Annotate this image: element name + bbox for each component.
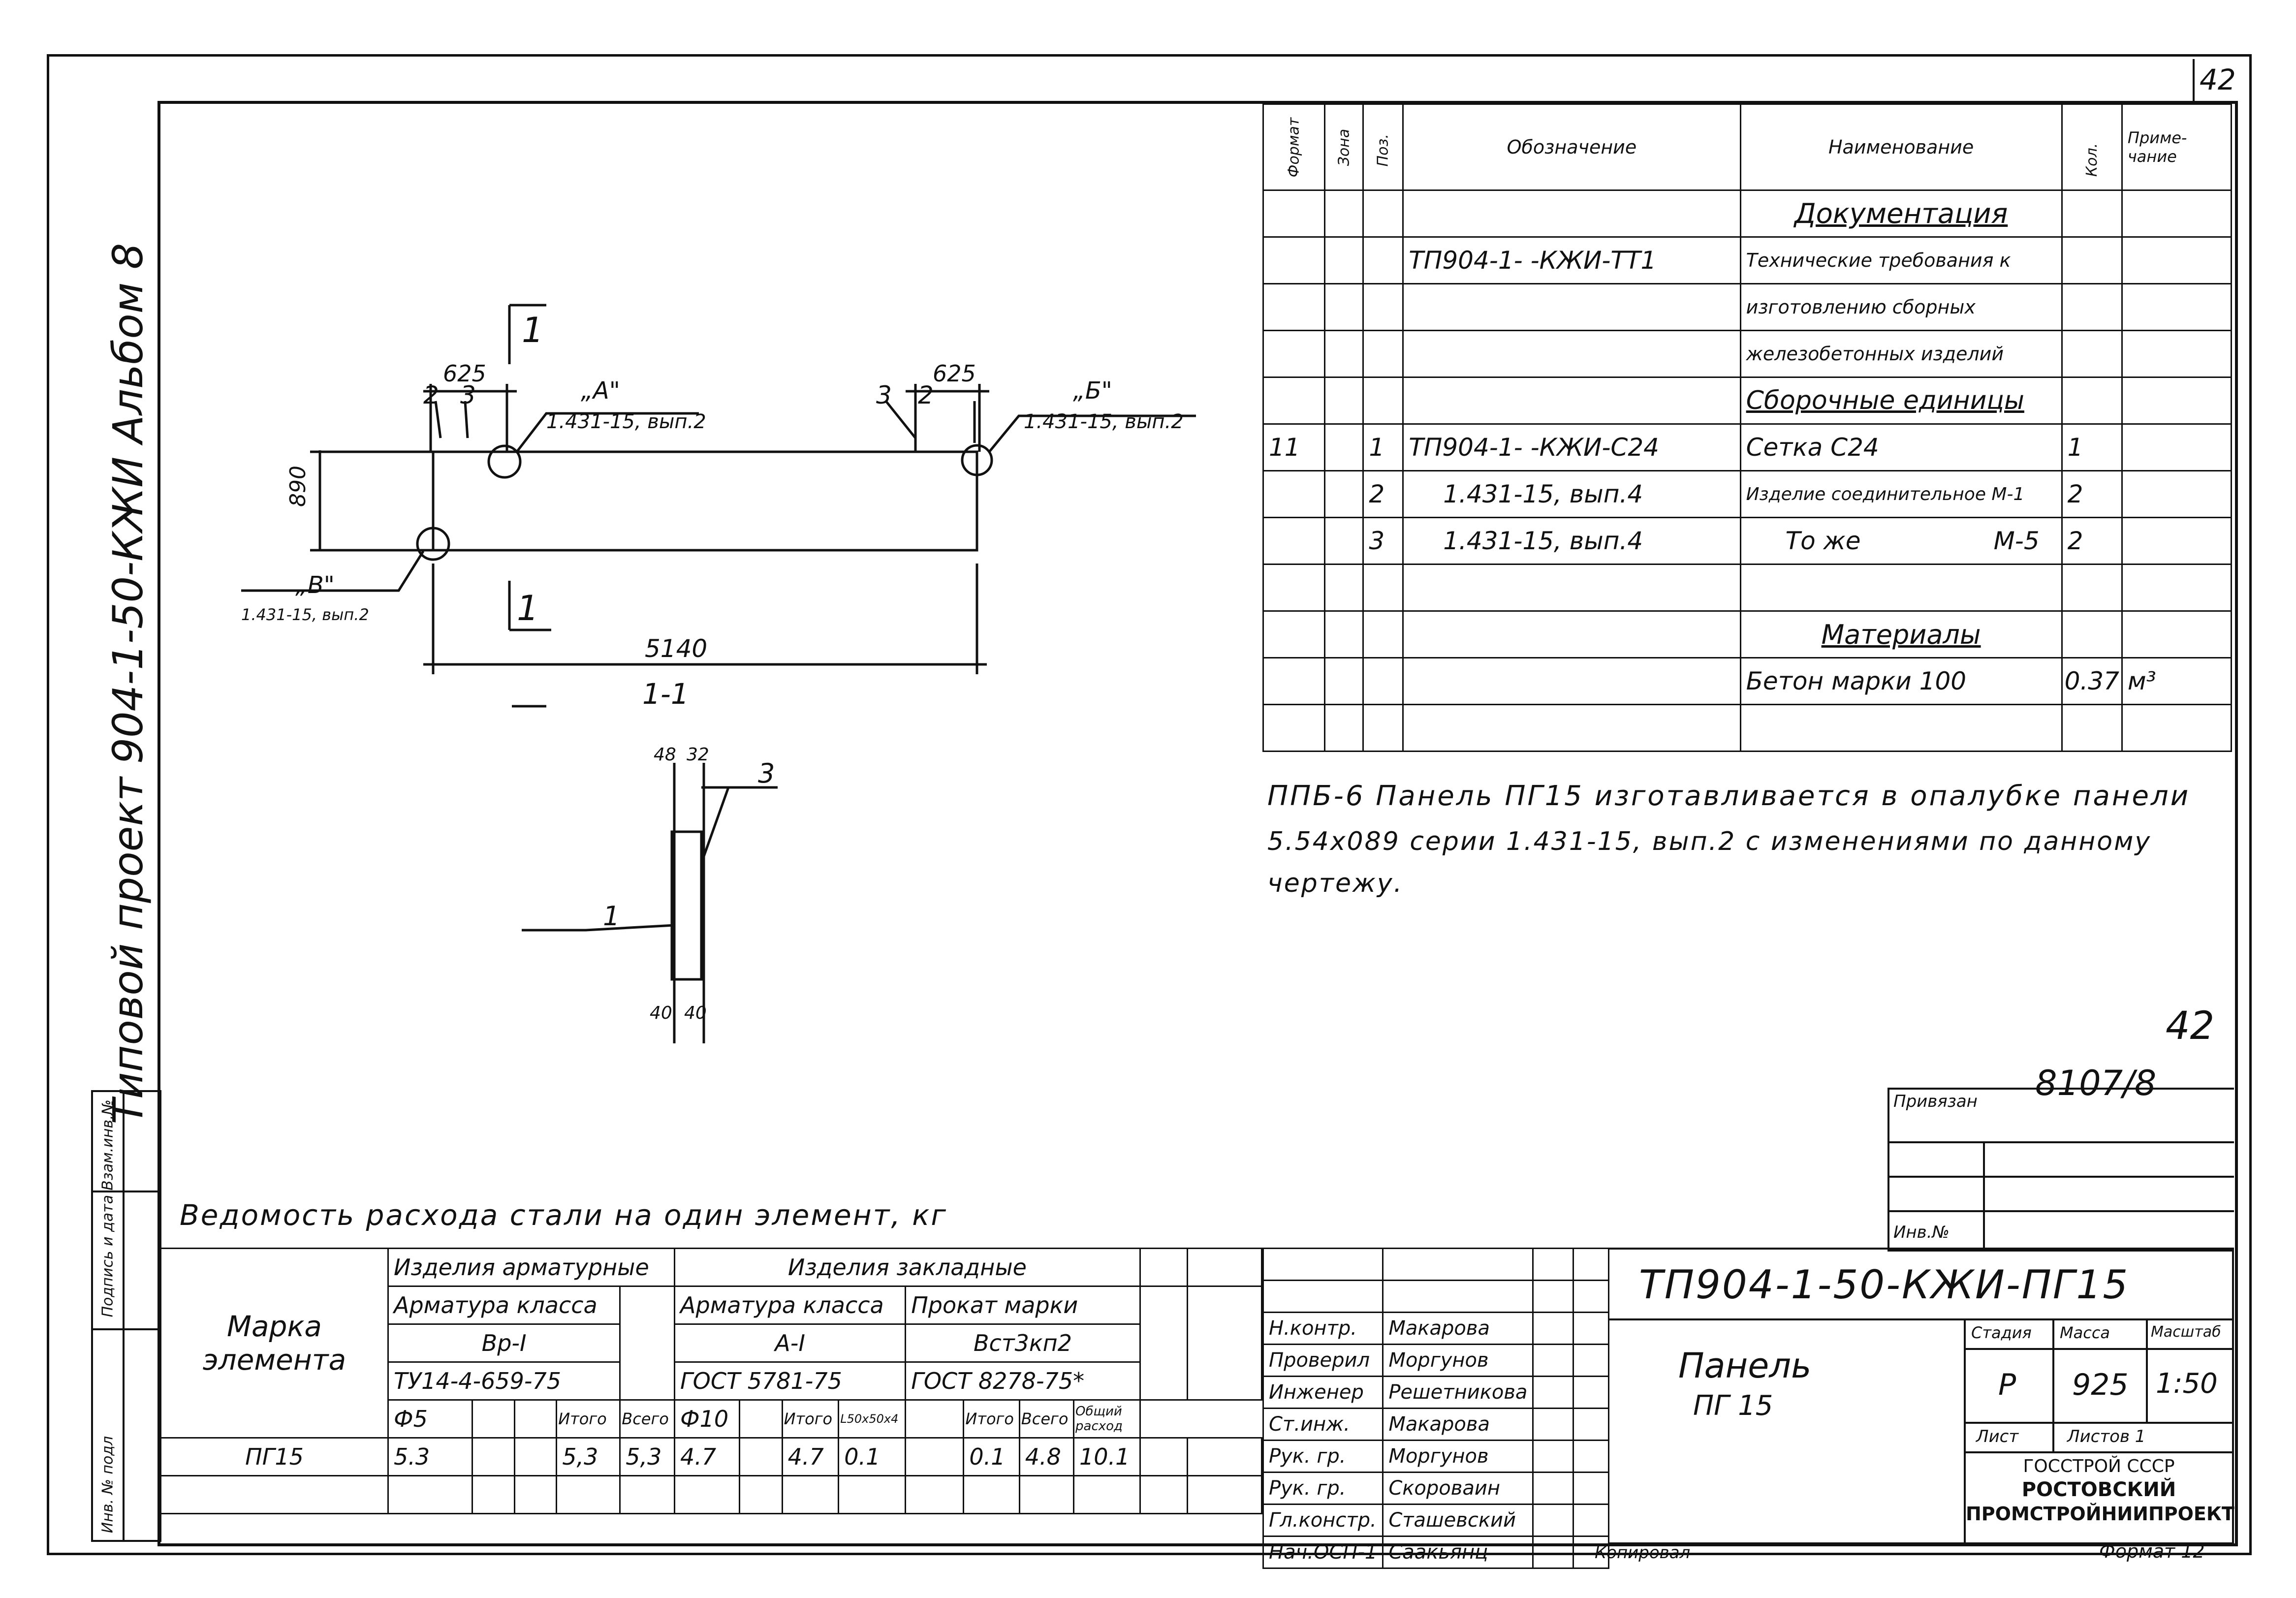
person-name: Решетникова <box>1383 1377 1533 1409</box>
spec-name: железобетонных изделий <box>1740 331 2062 377</box>
col-all2: Всего <box>1019 1400 1073 1438</box>
org-line-1: ГОССТРОЙ СССР <box>2023 1456 2175 1476</box>
std-1: ТУ14-4-659-75 <box>388 1362 620 1400</box>
spec-name: Технические требования к <box>1740 237 2062 284</box>
col-general: Общий расход <box>1074 1400 1140 1438</box>
spec-row <box>1263 237 2232 284</box>
spec-code: ТП904-1- -КЖИ-С24 <box>1403 424 1740 471</box>
stamp-sign-label: Подпись и дата <box>99 1195 117 1317</box>
spec-row: 2 1.431-15, вып.4 Изделие соединительное М-1 2 <box>1263 471 2232 518</box>
callout-b-ref: 1.431-15, вып.2 <box>1024 410 1184 433</box>
side-stamp <box>91 1090 161 1542</box>
hdr-name: Наименование <box>1740 104 2062 190</box>
group-embedded: Изделия закладные <box>675 1249 1140 1286</box>
scale-label: Масштаб <box>2151 1323 2221 1341</box>
col-total1: Итого <box>557 1400 620 1438</box>
sheets-label: Листов 1 <box>2067 1427 2146 1446</box>
steel-table <box>160 1248 1262 1514</box>
sec-dim-bot-1: 40 <box>650 1003 672 1023</box>
person-name: Саакьянц <box>1383 1536 1533 1568</box>
stage-value: Р <box>1998 1368 2016 1402</box>
person-name: Макарова <box>1383 1409 1533 1441</box>
col-total3: Итого <box>964 1400 1019 1438</box>
section-mark-bottom: 1 <box>517 588 539 628</box>
role: Ст.инж. <box>1263 1409 1383 1441</box>
scale-value: 1:50 <box>2156 1368 2218 1400</box>
pos-3-left: 3 <box>460 381 476 409</box>
product-name: Панель <box>1678 1346 1812 1386</box>
spec-row: 11 1 ТП904-1- -КЖИ-С24 Сетка С24 1 <box>1263 424 2232 471</box>
note-line-1: ППБ-6 Панель ПГ15 изготавливается в опалубке панели <box>1267 780 2191 812</box>
person-name: Макарова <box>1383 1313 1533 1345</box>
spec-row: 3 1.431-15, вып.4 То же М-5 2 <box>1263 518 2232 564</box>
hdr-note: Приме-чание <box>2122 104 2231 190</box>
role: Проверил <box>1263 1345 1383 1377</box>
spec-name: То же М-5 <box>1740 518 2062 564</box>
dim-5140: 5140 <box>645 634 708 663</box>
org-line-3: ПРОМСТРОЙНИИПРОЕКТ <box>1966 1503 2234 1525</box>
class-label-2: Арматура класса <box>675 1286 906 1324</box>
pos-2-left: 2 <box>423 381 439 409</box>
rolled-grade: Вст3кп2 <box>906 1324 1140 1362</box>
spec-row <box>1263 284 2232 331</box>
class-label-1: Арматура класса <box>388 1286 620 1324</box>
spec-name: Изделие соединительное М-1 <box>1740 471 2062 518</box>
doc-code: ТП904-1-50-КЖИ-ПГ15 <box>1639 1262 2130 1308</box>
spec-name: Сетка С24 <box>1740 424 2062 471</box>
hdr-pos: Поз. <box>1363 104 1403 190</box>
section-mark-top: 1 <box>522 310 544 350</box>
person-name: Сташевский <box>1383 1504 1533 1536</box>
section-units: Сборочные единицы <box>1740 377 2062 424</box>
title-block <box>1609 1248 2234 1544</box>
hdr-qty: Кол. <box>2062 104 2122 190</box>
inv-label: Инв.№ <box>1893 1222 1950 1242</box>
role: Рук. гр. <box>1263 1441 1383 1473</box>
pos-3-right: 3 <box>876 381 892 409</box>
sheet-number: 42 <box>2200 63 2236 96</box>
col-prof: L50х50х4 <box>839 1400 906 1438</box>
hdr-zone: Зона <box>1324 104 1363 190</box>
mass-label: Масса <box>2060 1323 2110 1342</box>
spec-code: ТП904-1- -КЖИ-ТТ1 <box>1403 237 1740 284</box>
spec-note: м³ <box>2122 658 2231 705</box>
sec-dim-top-2: 32 <box>687 745 709 765</box>
org-line-2: РОСТОВСКИЙ <box>2021 1478 2176 1501</box>
callout-v-title: „В" <box>295 571 335 599</box>
col-d5: Ф5 <box>388 1400 472 1438</box>
mark-label: Марка элемента <box>161 1249 388 1438</box>
format-label: Формат 12 <box>2099 1540 2205 1562</box>
sec-pos-3: 3 <box>758 758 775 789</box>
steel-title: Ведомость расхода стали на один элемент, кг <box>180 1198 947 1232</box>
rolled-label: Прокат марки <box>906 1286 1140 1324</box>
callout-a-title: „А" <box>581 377 620 405</box>
sec-pos-1: 1 <box>603 901 620 932</box>
std-2: ГОСТ 5781-75 <box>675 1362 906 1400</box>
callout-v-ref: 1.431-15, вып.2 <box>241 605 369 624</box>
spec-row <box>1263 331 2232 377</box>
spec-code: 1.431-15, вып.4 <box>1403 518 1740 564</box>
role: Гл.констр. <box>1263 1504 1383 1536</box>
spec-name: изготовлению сборных <box>1740 284 2062 331</box>
note-line-2: 5.54х089 серии 1.431-15, вып.2 с изменениями по данному <box>1267 827 2152 856</box>
callout-b-title: „Б" <box>1073 377 1112 405</box>
callout-a-ref: 1.431-15, вып.2 <box>546 410 706 433</box>
row-mark: ПГ15 <box>161 1438 388 1476</box>
section-materials: Материалы <box>1740 611 2062 658</box>
person-name: Моргунов <box>1383 1441 1533 1473</box>
binding-block <box>1887 1088 2234 1252</box>
stage-label: Стадия <box>1971 1323 2032 1342</box>
panel-drawing <box>207 276 1240 1063</box>
stamp-repl-label: Взам.инв.№ <box>99 1099 117 1191</box>
role: Нач.ОСП-1 <box>1263 1536 1383 1568</box>
person-name: Скороваин <box>1383 1473 1533 1504</box>
spec-table <box>1262 103 2232 752</box>
note-line-3: чертежу. <box>1267 869 1404 898</box>
spec-name: Бетон марки 100 <box>1740 658 2062 705</box>
dim-625-right: 625 <box>933 360 976 387</box>
pos-2-right: 2 <box>918 381 934 409</box>
sheet-number-box <box>2193 59 2236 103</box>
group-armature: Изделия арматурные <box>388 1249 674 1286</box>
page-mark: 42 <box>2166 1004 2215 1048</box>
signatures-table <box>1262 1248 1609 1569</box>
sheet-label: Лист <box>1976 1427 2019 1446</box>
mass-value: 925 <box>2072 1368 2129 1402</box>
role: Рук. гр. <box>1263 1473 1383 1504</box>
std-3: ГОСТ 8278-75* <box>906 1362 1140 1400</box>
stamp-inv-label: Инв. № подл <box>99 1436 117 1534</box>
col-total2: Итого <box>782 1400 839 1438</box>
sec-dim-bot-2: 40 <box>684 1003 707 1023</box>
class-2: А-I <box>675 1324 906 1362</box>
privyazan-label: Привязан <box>1893 1092 1978 1111</box>
panel-outline <box>433 452 977 550</box>
section-title: 1-1 <box>642 677 689 711</box>
spec-code: 1.431-15, вып.4 <box>1403 471 1740 518</box>
role: Н.контр. <box>1263 1313 1383 1345</box>
dim-890: 890 <box>285 466 311 507</box>
product-mark: ПГ 15 <box>1693 1390 1773 1422</box>
class-1: Вр-I <box>388 1324 620 1362</box>
sec-dim-top-1: 48 <box>654 745 676 765</box>
role: Инженер <box>1263 1377 1383 1409</box>
section-docs: Документация <box>1740 190 2062 237</box>
col-d10: Ф10 <box>675 1400 740 1438</box>
spec-row <box>1263 658 2232 705</box>
copied-label: Копировал <box>1595 1543 1691 1563</box>
steel-row: ПГ15 5.3 5,3 5,3 4.7 4.7 0.1 0.1 4.8 10.1 <box>161 1438 1262 1476</box>
order-code: 8107/8 <box>2035 1063 2157 1103</box>
hdr-code: Обозначение <box>1403 104 1740 190</box>
hdr-format: Формат <box>1263 104 1325 190</box>
spec-qty: 0.37 <box>2062 658 2122 705</box>
person-name: Моргунов <box>1383 1345 1533 1377</box>
dim-625-left: 625 <box>443 360 486 387</box>
col-all1: Всего <box>620 1400 675 1438</box>
side-caption: Типовой проект 904-1-50-КЖИ Альбом 8 <box>104 243 152 1125</box>
